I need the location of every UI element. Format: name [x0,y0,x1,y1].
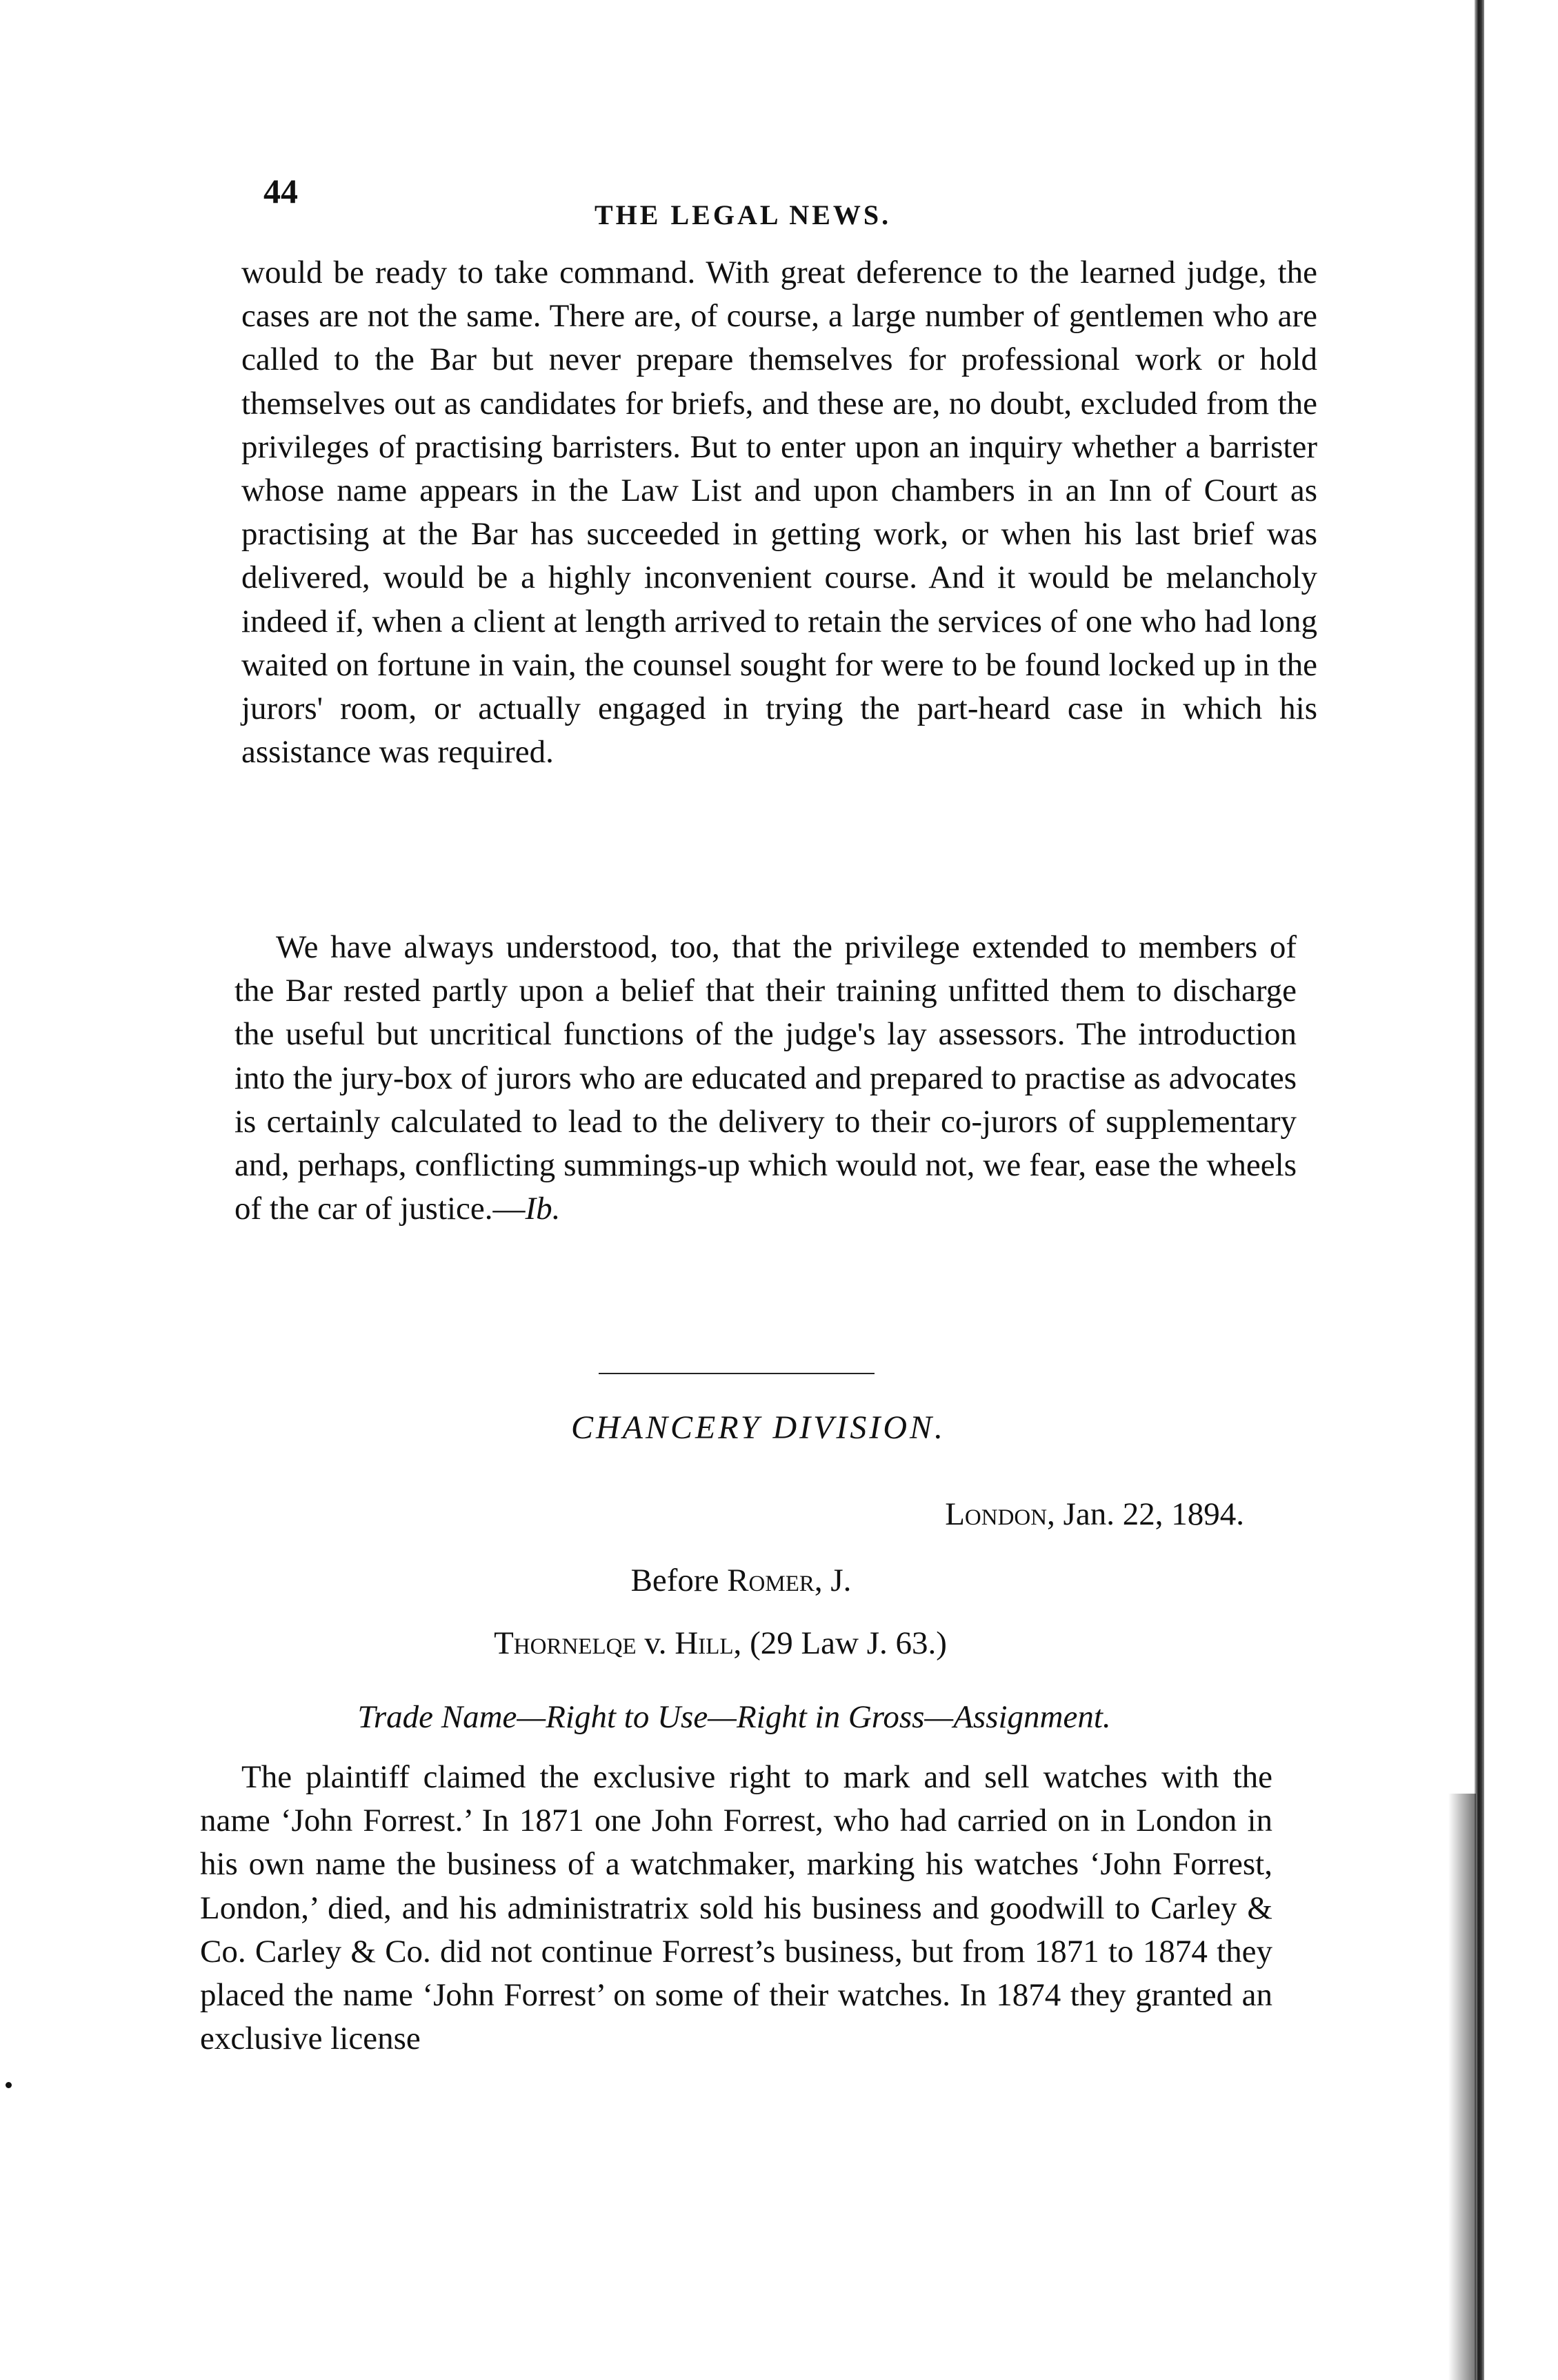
page-number: 44 [263,172,298,210]
bench-line [0,1562,1558,1599]
judge-suffix: J. [822,1563,852,1598]
bench-prefix: Before [630,1563,728,1598]
scan-speck [6,2082,12,2088]
page-header [263,171,1284,230]
case-headnote: Trade Name—Right to Use—Right in Gross—Assignment. [357,1699,1111,1735]
source-attribution: Ib. [525,1191,561,1227]
case-title [0,1625,1558,1662]
dateline [945,1496,1244,1533]
dateline-date: Jan. 22, 1894. [1055,1496,1244,1532]
division-heading: CHANCERY DIVISION. [570,1409,946,1446]
case-citation: (29 Law J. 63.) [741,1625,947,1661]
plaintiff-name: Thornelqe [494,1625,637,1661]
body-paragraph-3: The plaintiff claimed the exclusive right to mark and sell watches with the name ‘John Forrest.’ In 1871 one John Forrest, who had carried on in London in his own name the business of a watchmaker, marking his watches ‘John Forrest, London,’ died, and his administratrix sold his business and goodwill to Carley & Co. Carley & Co. did not continue Forrest’s business, but from 1871 to 1874 they placed the name ‘John Forrest’ on some of their watches. In 1874 they granted an exclusive license [200,1759,1272,2057]
body-paragraph-1: would be ready to take command. With great deference to the learned judge, the cases are not the same. There are, of course, a large number of gentlemen who are called to the Bar but never prepare themselves for professional work or hold themselves out as candidates for briefs, and these are, no doubt, excluded from the privileges of practising barristers. But to enter upon an inquiry whether a barrister whose name appears in the Law List and upon chambers in an Inn of Court as practising at the Bar has succeeded in getting work, or when his last brief was delivered, would be a highly inconvenient course. And it would be melancholy indeed if, when a client at length arrived to retain the services of one who had long waited on fortune in vain, the counsel sought for were to be found locked up in the jurors' room, or actually engaged in trying the part-heard case in which his assistance was required. [241,255,1317,771]
dateline-place: London, [945,1496,1055,1532]
judge-name: Romer, [727,1563,823,1598]
versus: v. [636,1625,675,1661]
running-head: THE LEGAL NEWS. [595,199,892,230]
body-paragraph-2-text: We have always understood, too, that the privilege extended to members of the Bar rested partly upon a belief that their training unfitted them to discharge the useful but uncritical functions of the judge's lay assessors. The introduction into the jury-box of jurors who are educated and prepared to practise as advocates is certainly calculated to lead to the delivery to their co-jurors of supplementary and, perhaps, conflicting summings-up which would not, we fear, ease the wheels of the car of justice.— [234,929,1297,1227]
page-edge-shadow [1475,0,1484,2380]
binding-shadow [1448,1794,1476,2380]
body-paragraph-2 [234,926,1297,1231]
defendant-name: Hill, [675,1625,742,1661]
section-divider [599,1373,875,1374]
